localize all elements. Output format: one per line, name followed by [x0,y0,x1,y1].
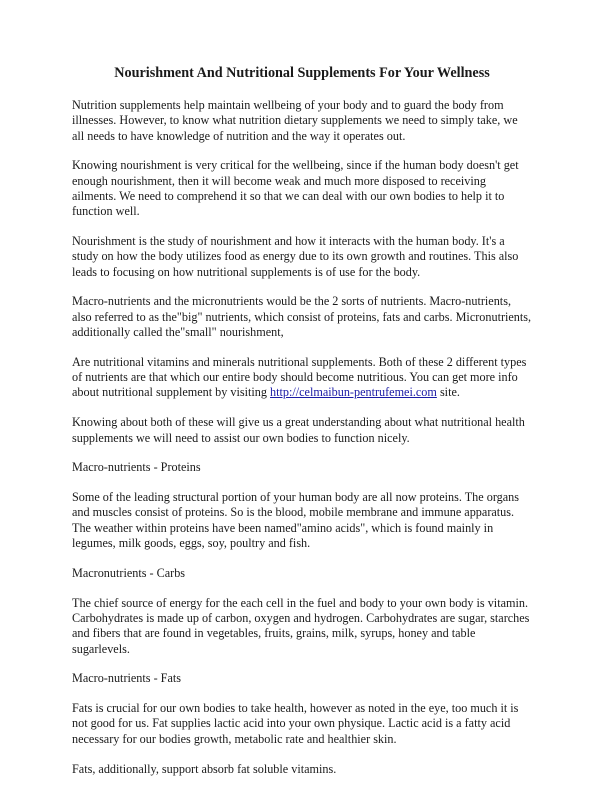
paragraph-vitamins-text: Are nutritional vitamins and minerals nutritional supplements. Both of these 2 different types of nutrients are that which our entire body should become nutritious. You can get more info about nutritional supplement by visiting [72,354,527,400]
heading-carbs: Macronutrients - Carbs [72,565,186,580]
paragraph-carbs: The chief source of energy for the each cell in the fuel and body to your own body is vitamin. Carbohydrates is made up of carbon, oxygen and hydrogen. Carbohydrates are sugar, starches and fibers that are found in vegetables, fruits, grains, milk, syrups, honey and table sugarlevels. [72,595,530,656]
paragraph-fat-soluble: Fats, additionally, support absorb fat soluble vitamins. [72,761,337,776]
paragraph-vitamins-minerals [72,355,532,401]
heading-proteins: Macro-nutrients - Proteins [72,460,201,475]
document-page [72,64,532,791]
document-title: Nourishment And Nutritional Supplements For Your Wellness [114,65,490,81]
paragraph-understanding: Knowing about both of these will give us a great understanding about what nutritional health supplements we will need to assist our own bodies to function nicely. [72,415,525,445]
paragraph-macro-micro: Macro-nutrients and the micronutrients would be the 2 sorts of nutrients. Macro-nutrients, also referred to as the"big" nutrients, which consist of proteins, fats and carbs. Micronutrients, additionally called the"small" nourishment, [72,294,532,340]
paragraph-proteins: Some of the leading structural portion of your human body are all now proteins. The organs and muscles consist of proteins. So is the blood, mobile membrane and immune apparatus. The weather within proteins have been named"amino acids", which is found mainly in legumes, milk goods, eggs, soy, poultry and fish. [72,490,520,551]
heading-fats: Macro-nutrients - Fats [72,671,181,686]
paragraph-fats: Fats is crucial for our own bodies to take health, however as noted in the eye, too much it is not good for us. Fat supplies lactic acid into your own physique. Lactic acid is a fatty acid necessary for our bodies growth, metabolic rate and healthier skin. [72,701,519,746]
paragraph-knowing-nourishment: Knowing nourishment is very critical for the wellbeing, since if the human body doesn't get enough nourishment, then it will become weak and much more disposed to receiving ailments. We need to comprehend it so that we can deal with our own bodies to help it to function well. [72,158,519,219]
paragraph-vitamins-suffix: site. [436,385,460,400]
supplement-site-link[interactable]: http://celmaibun-pentrufemei.com [270,385,437,400]
paragraph-intro: Nutrition supplements help maintain wellbeing of your body and to guard the body from illnesses. However, to know what nutrition dietary supplements we need to simply take, we all needs to have knowledge of nutrition and the way it operates out. [72,98,518,143]
paragraph-nourishment-study: Nourishment is the study of nourishment and how it interacts with the human body. It's a study on how the body utilizes food as energy due to its own growth and routines. This also leads to focusing on how nutritional supplements is of use for the body. [72,234,519,279]
